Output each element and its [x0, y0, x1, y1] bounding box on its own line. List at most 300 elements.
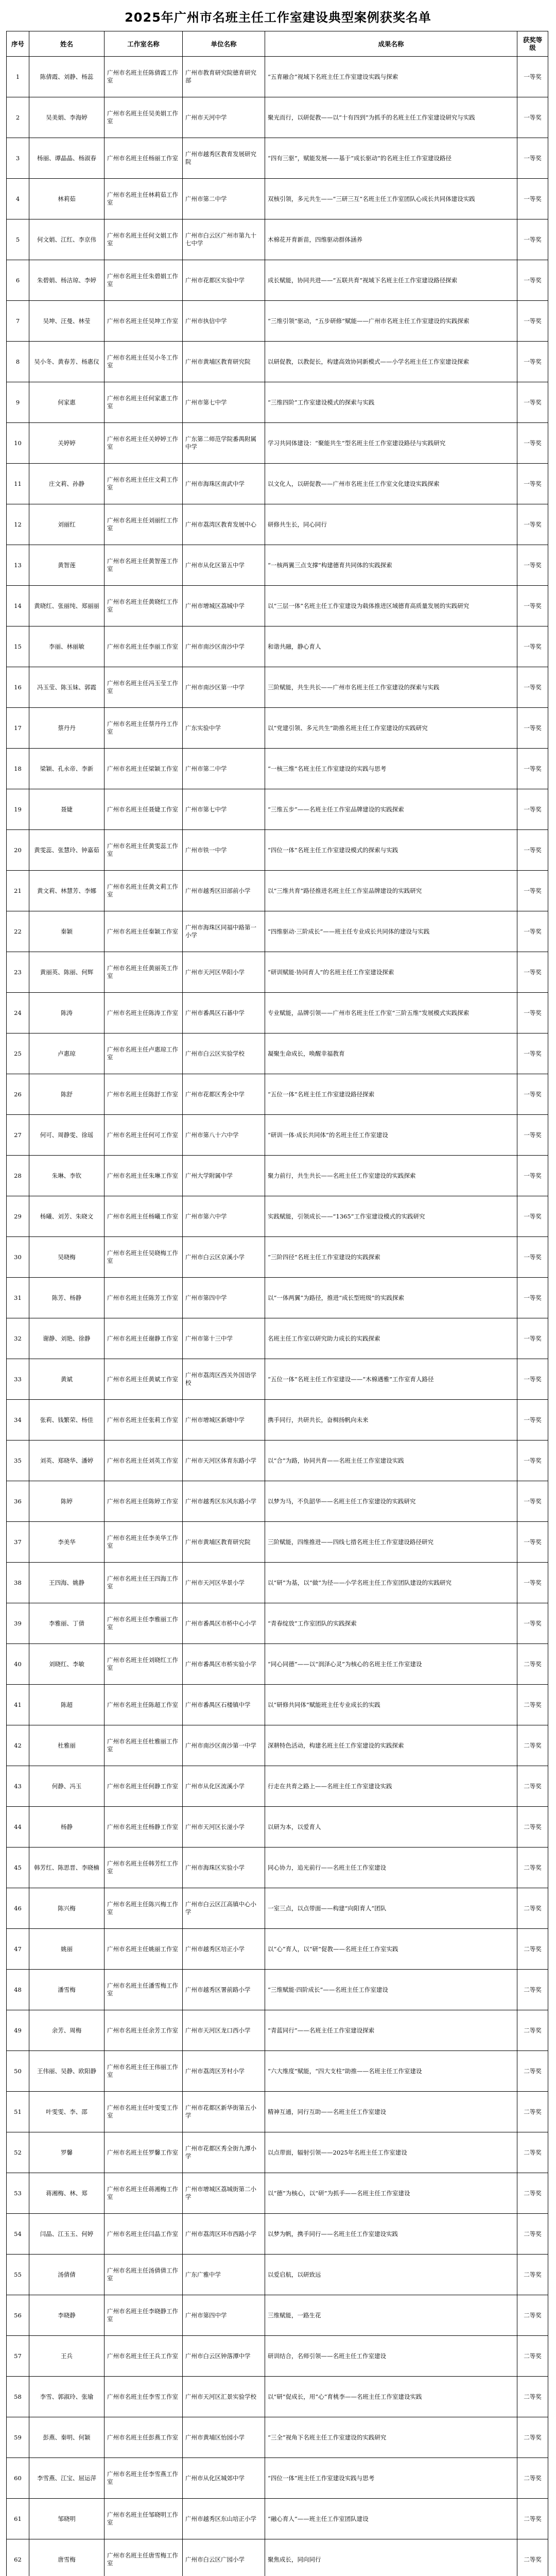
cell-index: 25 — [7, 1033, 29, 1074]
table-row — [7, 749, 548, 789]
cell-unit: 广州市从化区流溪小学 — [183, 1766, 265, 1807]
cell-name: 彭燕、秦明、何颖 — [29, 2417, 105, 2458]
cell-index: 55 — [7, 2255, 29, 2295]
cell-name: 杨静 — [29, 1807, 105, 1848]
table-row — [7, 219, 548, 260]
cell-index: 36 — [7, 1481, 29, 1522]
cell-case: 学习共同体建设：“聚能共生”型名班主任工作室建设路径与实践研究 — [265, 423, 517, 464]
cell-unit: 广州市海珠区南武中学 — [183, 464, 265, 504]
table-row — [7, 1888, 548, 1929]
cell-level: 二等奖 — [517, 2010, 548, 2051]
table-row — [7, 1522, 548, 1563]
table-row — [7, 179, 548, 219]
cell-case: 以研促教，以教促长，构建高效协同新模式——小学名班主任工作室建设探索 — [265, 342, 517, 382]
table-row — [7, 1400, 548, 1440]
cell-level: 二等奖 — [517, 2499, 548, 2539]
cell-level: 一等奖 — [517, 911, 548, 952]
cell-case: “四位一体”班主任工作室建设实践与思考 — [265, 2458, 517, 2499]
cell-unit: 广州市南沙区第一中学 — [183, 667, 265, 708]
cell-name: 余芳、周梅 — [29, 2010, 105, 2051]
cell-unit: 广州市黄埔区教育研究院 — [183, 342, 265, 382]
cell-index: 46 — [7, 1888, 29, 1929]
cell-name: 黄斌 — [29, 1359, 105, 1400]
table-row — [7, 57, 548, 97]
cell-index: 28 — [7, 1156, 29, 1196]
cell-unit: 广州市白云区京溪小学 — [183, 1237, 265, 1278]
cell-unit: 广州市天河区长湴小学 — [183, 1807, 265, 1848]
table-row — [7, 2377, 548, 2417]
cell-studio: 广州市名班主任吴晓梅工作室 — [105, 1237, 183, 1278]
cell-index: 7 — [7, 301, 29, 342]
table-row — [7, 1156, 548, 1196]
cell-unit: 广州市天河区汇景实验学校 — [183, 2377, 265, 2417]
cell-case: “青春绽放”工作室团队的实践探索 — [265, 1603, 517, 1644]
cell-unit: 广州市天河区华阳小学 — [183, 952, 265, 993]
cell-case: 以“德”为核心，以“研”为抓手——名班主任工作室建设 — [265, 2173, 517, 2214]
cell-level: 一等奖 — [517, 382, 548, 423]
cell-level: 一等奖 — [517, 1481, 548, 1522]
cell-case: 以“心”育人，以“研”促教——名班主任工作室实践 — [265, 1929, 517, 1970]
cell-name: 李雪燕、江宝、屈运萍 — [29, 2458, 105, 2499]
table-row — [7, 2010, 548, 2051]
cell-index: 3 — [7, 138, 29, 179]
cell-name: 吴坤、汪曼、林莹 — [29, 301, 105, 342]
table-row — [7, 504, 548, 545]
cell-index: 61 — [7, 2499, 29, 2539]
document-title: 2025年广州市名班主任工作室建设典型案例获奖名单 — [125, 10, 431, 25]
cell-case: “三阶四径”名班主任工作室建设的实践探索 — [265, 1237, 517, 1278]
table-row — [7, 1685, 548, 1725]
cell-case: 凝聚生命成长，唤醒幸福教育 — [265, 1033, 517, 1074]
cell-unit: 广州大学附属中学 — [183, 1156, 265, 1196]
cell-studio: 广州市名班主任刘晓红工作室 — [105, 1644, 183, 1685]
cell-studio: 广州市名班主任闫晶工作室 — [105, 2214, 183, 2255]
cell-index: 57 — [7, 2336, 29, 2377]
cell-name: 王四海、姚静 — [29, 1563, 105, 1603]
cell-name: 杨曦、刘芳、朱晓文 — [29, 1196, 105, 1237]
cell-studio: 广州市名班主任李雪燕工作室 — [105, 2458, 183, 2499]
cell-name: 何文娟、江红、李京伟 — [29, 219, 105, 260]
cell-unit: 广州市天河中学 — [183, 97, 265, 138]
cell-studio: 广州市名班主任杨丽工作室 — [105, 138, 183, 179]
table-row — [7, 1481, 548, 1522]
cell-level: 二等奖 — [517, 2132, 548, 2173]
cell-case: 三阶赋能，四维推进——四线七措名班主任工作室建设路径研究 — [265, 1522, 517, 1563]
cell-level: 一等奖 — [517, 423, 548, 464]
cell-level: 一等奖 — [517, 1278, 548, 1318]
table-row — [7, 1929, 548, 1970]
cell-studio: 广州市名班主任蔡丹丹工作室 — [105, 708, 183, 749]
cell-case: “研训赋能·协同育人”的名班主任工作室建设探索 — [265, 952, 517, 993]
cell-unit: 广州市天河区体育东路小学 — [183, 1440, 265, 1481]
cell-index: 27 — [7, 1115, 29, 1156]
cell-studio: 广州市名班主任蒋湘梅工作室 — [105, 2173, 183, 2214]
cell-unit: 广州市白云区广州市第九十七中学 — [183, 219, 265, 260]
cell-level: 一等奖 — [517, 626, 548, 667]
table-row — [7, 830, 548, 871]
cell-index: 45 — [7, 1848, 29, 1888]
table-row — [7, 789, 548, 830]
cell-unit: 广州市第四中学 — [183, 2295, 265, 2336]
cell-name: 何静、冯玉 — [29, 1766, 105, 1807]
cell-name: 陈兴梅 — [29, 1888, 105, 1929]
cell-index: 16 — [7, 667, 29, 708]
cell-name: 刘晓红、李敏 — [29, 1644, 105, 1685]
cell-level: 二等奖 — [517, 2336, 548, 2377]
cell-studio: 广州市名班主任朱琳工作室 — [105, 1156, 183, 1196]
cell-studio: 广州市名班主任叶雯雯工作室 — [105, 2092, 183, 2132]
cell-case: 成长赋能，协同共进——“五联共育”视域下名班主任工作室建设路径探索 — [265, 260, 517, 301]
table-row — [7, 667, 548, 708]
cell-unit: 广州市番禺区市桥实验小学 — [183, 1644, 265, 1685]
cell-level: 一等奖 — [517, 1196, 548, 1237]
cell-name: 唐雪梅 — [29, 2539, 105, 2576]
table-row — [7, 138, 548, 179]
cell-case: 名班主任工作室以研究助力成长的实践探索 — [265, 1318, 517, 1359]
cell-studio: 广州市名班主任陈舒工作室 — [105, 1074, 183, 1115]
cell-level: 二等奖 — [517, 2377, 548, 2417]
header-studio: 工作室名称 — [105, 31, 183, 57]
cell-index: 1 — [7, 57, 29, 97]
table-row — [7, 1970, 548, 2010]
cell-studio: 广州市名班主任王伟丽工作室 — [105, 2051, 183, 2092]
cell-index: 60 — [7, 2458, 29, 2499]
cell-unit: 广州市越秀区东风东路小学 — [183, 1481, 265, 1522]
cell-index: 52 — [7, 2132, 29, 2173]
cell-level: 二等奖 — [517, 2417, 548, 2458]
cell-name: 关婷婷 — [29, 423, 105, 464]
cell-studio: 广州市名班主任王兵工作室 — [105, 2336, 183, 2377]
cell-index: 49 — [7, 2010, 29, 2051]
cell-name: 朱碧娟、杨洁琼、李婷 — [29, 260, 105, 301]
cell-case: 聚焦成长，同向同行 — [265, 2539, 517, 2576]
cell-level: 一等奖 — [517, 301, 548, 342]
cell-case: 同心协力，追光前行——名班主任工作室建设 — [265, 1848, 517, 1888]
table-row — [7, 382, 548, 423]
cell-studio: 广州市名班主任杨静工作室 — [105, 1807, 183, 1848]
cell-unit: 广州市越秀区教育发展研究院 — [183, 138, 265, 179]
cell-index: 17 — [7, 708, 29, 749]
cell-index: 44 — [7, 1807, 29, 1848]
cell-studio: 广州市名班主任李美华工作室 — [105, 1522, 183, 1563]
cell-studio: 广州市名班主任黄智莲工作室 — [105, 545, 183, 586]
cell-unit: 广东第二师范学院番禺附属中学 — [183, 423, 265, 464]
cell-index: 20 — [7, 830, 29, 871]
cell-index: 30 — [7, 1237, 29, 1278]
cell-case: 以爱启航，以研致远 — [265, 2255, 517, 2295]
cell-studio: 广州市名班主任陈婷工作室 — [105, 1481, 183, 1522]
cell-studio: 广州市名班主任杜雅丽工作室 — [105, 1725, 183, 1766]
cell-index: 9 — [7, 382, 29, 423]
cell-studio: 广州市名班主任吴坤工作室 — [105, 301, 183, 342]
cell-index: 12 — [7, 504, 29, 545]
table-row — [7, 2336, 548, 2377]
cell-name: 李丽、林丽敏 — [29, 626, 105, 667]
table-row — [7, 2539, 548, 2576]
cell-case: 以“研”为基，以“做”为径——小学名班主任工作室团队建设的实践研究 — [265, 1563, 517, 1603]
table-row — [7, 2132, 548, 2173]
cell-level: 一等奖 — [517, 57, 548, 97]
cell-level: 一等奖 — [517, 871, 548, 911]
cell-level: 一等奖 — [517, 545, 548, 586]
cell-level: 一等奖 — [517, 586, 548, 626]
cell-unit: 广东实验中学 — [183, 708, 265, 749]
cell-studio: 广州市名班主任彭燕工作室 — [105, 2417, 183, 2458]
cell-index: 10 — [7, 423, 29, 464]
table-row — [7, 1115, 548, 1156]
table-row — [7, 911, 548, 952]
cell-case: “同心同德”——以“润泽心灵”为核心的名班主任工作室建设 — [265, 1644, 517, 1685]
cell-case: “一核三维”名班主任工作室建设的实践与思考 — [265, 749, 517, 789]
table-row — [7, 2458, 548, 2499]
cell-index: 14 — [7, 586, 29, 626]
cell-studio: 广州市名班主任何静工作室 — [105, 1766, 183, 1807]
cell-level: 一等奖 — [517, 1237, 548, 1278]
cell-studio: 广州市名班主任林莉茹工作室 — [105, 179, 183, 219]
table-row — [7, 1237, 548, 1278]
cell-index: 26 — [7, 1074, 29, 1115]
cell-case: “青蓝同行”——名班主任工作室建设探索 — [265, 2010, 517, 2051]
cell-case: 以“一体两翼”为路径，推进“成长型班级”的实践探索 — [265, 1278, 517, 1318]
cell-case: 深耕特色活动，构建名班主任工作室建设的实践探索 — [265, 1725, 517, 1766]
cell-case: 行走在共育之路上——名班主任工作室建设实践 — [265, 1766, 517, 1807]
cell-level: 一等奖 — [517, 993, 548, 1033]
cell-case: “三维引领”驱动，“五步研修”赋能——广州市名班主任工作室建设的实践探索 — [265, 301, 517, 342]
cell-name: 陈芳、杨静 — [29, 1278, 105, 1318]
cell-level: 一等奖 — [517, 1318, 548, 1359]
cell-level: 一等奖 — [517, 1074, 548, 1115]
cell-level: 二等奖 — [517, 2214, 548, 2255]
cell-index: 21 — [7, 871, 29, 911]
cell-index: 29 — [7, 1196, 29, 1237]
table-row — [7, 1196, 548, 1237]
cell-name: 黄智莲 — [29, 545, 105, 586]
cell-level: 一等奖 — [517, 342, 548, 382]
cell-index: 48 — [7, 1970, 29, 2010]
cell-level: 一等奖 — [517, 1359, 548, 1400]
cell-name: 杨丽、谭晶晶、杨淑春 — [29, 138, 105, 179]
cell-unit: 广州市花都区秀全街九潭小学 — [183, 2132, 265, 2173]
cell-name: 叶雯雯、李、邵 — [29, 2092, 105, 2132]
table-row — [7, 2499, 548, 2539]
cell-index: 33 — [7, 1359, 29, 1400]
cell-level: 一等奖 — [517, 1156, 548, 1196]
cell-case: “四有三驱”，赋能发展——基于“成长驱动”的名班主任工作室建设路径 — [265, 138, 517, 179]
cell-level: 二等奖 — [517, 2173, 548, 2214]
cell-unit: 广州市黄埔区怡园小学 — [183, 2417, 265, 2458]
cell-index: 24 — [7, 993, 29, 1033]
cell-studio: 广州市名班主任杨曦工作室 — [105, 1196, 183, 1237]
cell-case: 三阶赋能，共生共长——广州市名班主任工作室建设的探索与实践 — [265, 667, 517, 708]
cell-level: 一等奖 — [517, 1440, 548, 1481]
cell-studio: 广州市名班主任唐雪梅工作室 — [105, 2539, 183, 2576]
cell-level: 一等奖 — [517, 1033, 548, 1074]
cell-name: 朱琳、李钦 — [29, 1156, 105, 1196]
table-row — [7, 301, 548, 342]
cell-name: 汤倩倩 — [29, 2255, 105, 2295]
cell-case: 以“三层一体”名班主任工作室建设为载体推进区域德育高质量发展的实践研究 — [265, 586, 517, 626]
cell-studio: 广州市名班主任吴美娟工作室 — [105, 97, 183, 138]
cell-case: “六大维度”赋能，“四大支柱”助推——名班主任工作室建设 — [265, 2051, 517, 2092]
cell-level: 一等奖 — [517, 667, 548, 708]
cell-name: 卢惠琼 — [29, 1033, 105, 1074]
cell-level: 二等奖 — [517, 2092, 548, 2132]
cell-level: 一等奖 — [517, 789, 548, 830]
cell-index: 19 — [7, 789, 29, 830]
cell-index: 42 — [7, 1725, 29, 1766]
cell-index: 13 — [7, 545, 29, 586]
cell-name: 梁颖、孔永帝、李新 — [29, 749, 105, 789]
cell-level: 一等奖 — [517, 138, 548, 179]
cell-name: 黄雯蕊、张慧玲、钟嘉茹 — [29, 830, 105, 871]
table-row — [7, 2295, 548, 2336]
cell-index: 4 — [7, 179, 29, 219]
award-list-table — [6, 31, 548, 2576]
cell-unit: 广州市花都区实验中学 — [183, 260, 265, 301]
cell-case: 双核引领，多元共生——“三研三互”名班主任工作室团队心成长共同体建设实践 — [265, 179, 517, 219]
cell-name: 吴晓梅 — [29, 1237, 105, 1278]
cell-level: 二等奖 — [517, 1807, 548, 1848]
cell-level: 二等奖 — [517, 1644, 548, 1685]
cell-unit: 广州市荔湾区教育发展中心 — [183, 504, 265, 545]
cell-name: 刘丽红 — [29, 504, 105, 545]
cell-level: 二等奖 — [517, 1725, 548, 1766]
cell-name: 李晓静 — [29, 2295, 105, 2336]
cell-case: 研修共生长，同心同行 — [265, 504, 517, 545]
cell-unit: 广州市越秀区培正小学 — [183, 1929, 265, 1970]
cell-case: 以“研修共同体”赋能班主任专业成长的实践 — [265, 1685, 517, 1725]
cell-name: 陈超 — [29, 1685, 105, 1725]
cell-unit: 广州市花都区秀全中学 — [183, 1074, 265, 1115]
cell-name: 陈舒 — [29, 1074, 105, 1115]
table-row — [7, 586, 548, 626]
cell-case: 木棉花开育新苗，四维驱动群体涵养 — [265, 219, 517, 260]
cell-case: “四维驱动·三阶成长”——班主任专业成长共同体的建设与实践 — [265, 911, 517, 952]
cell-unit: 广州市铁一中学 — [183, 830, 265, 871]
cell-level: 二等奖 — [517, 1685, 548, 1725]
table-row — [7, 545, 548, 586]
cell-index: 34 — [7, 1400, 29, 1440]
cell-unit: 广东广雅中学 — [183, 2255, 265, 2295]
cell-level: 一等奖 — [517, 708, 548, 749]
cell-studio: 广州市名班主任黄晓红工作室 — [105, 586, 183, 626]
cell-index: 59 — [7, 2417, 29, 2458]
cell-index: 58 — [7, 2377, 29, 2417]
cell-level: 一等奖 — [517, 952, 548, 993]
cell-index: 11 — [7, 464, 29, 504]
cell-name: 黄晓红、张丽纯、郑丽丽 — [29, 586, 105, 626]
cell-unit: 广州市南沙区南沙中学 — [183, 626, 265, 667]
table-row — [7, 1766, 548, 1807]
cell-level: 一等奖 — [517, 749, 548, 789]
cell-name: 何可、周静雯、徐瑶 — [29, 1115, 105, 1156]
cell-case: 和谐共融，静心育人 — [265, 626, 517, 667]
cell-index: 5 — [7, 219, 29, 260]
cell-unit: 广州市第八十六中学 — [183, 1115, 265, 1156]
cell-name: 刘英、郑晓华、潘婷 — [29, 1440, 105, 1481]
cell-index: 39 — [7, 1603, 29, 1644]
cell-name: 黄文莉、林慧芳、李娜 — [29, 871, 105, 911]
cell-case: 以“合”为路，协同共育——名班主任工作室建设实践 — [265, 1440, 517, 1481]
cell-unit: 广州市番禺区石楼镇中学 — [183, 1685, 265, 1725]
cell-level: 一等奖 — [517, 1115, 548, 1156]
table-row — [7, 952, 548, 993]
cell-index: 62 — [7, 2539, 29, 2576]
cell-case: 实践赋能，引领成长——“1365”工作室建设模式的实践研究 — [265, 1196, 517, 1237]
cell-index: 53 — [7, 2173, 29, 2214]
cell-name: 秦颖 — [29, 911, 105, 952]
cell-index: 43 — [7, 1766, 29, 1807]
cell-studio: 广州市名班主任李雅丽工作室 — [105, 1603, 183, 1644]
header-level: 获奖等级 — [517, 31, 548, 57]
cell-unit: 广州市越秀区旧部前小学 — [183, 871, 265, 911]
cell-studio: 广州市名班主任谢静工作室 — [105, 1318, 183, 1359]
cell-index: 54 — [7, 2214, 29, 2255]
cell-unit: 广州市黄埔区教育研究院 — [183, 1522, 265, 1563]
cell-case: “三全”视角下名班主任工作室建设的实践研究 — [265, 2417, 517, 2458]
cell-unit: 广州市越秀区署前路小学 — [183, 1970, 265, 2010]
cell-unit: 广州市天河区华景小学 — [183, 1563, 265, 1603]
cell-studio: 广州市名班主任黄文莉工作室 — [105, 871, 183, 911]
cell-unit: 广州市荔湾区芳村小学 — [183, 2051, 265, 2092]
cell-case: 以“研”促成长，用“心”育桃李——名班主任工作室建设实践 — [265, 2377, 517, 2417]
table-row — [7, 2051, 548, 2092]
cell-case: “三维四阶”工作室建设模式的探索与实践 — [265, 382, 517, 423]
cell-level: 一等奖 — [517, 179, 548, 219]
cell-unit: 广州市增城区荔城街第二小学 — [183, 2173, 265, 2214]
cell-unit: 广州市荔湾区西关外国语学校 — [183, 1359, 265, 1400]
cell-studio: 广州市名班主任李晓静工作室 — [105, 2295, 183, 2336]
cell-level: 二等奖 — [517, 2539, 548, 2576]
cell-studio: 广州市名班主任聂婕工作室 — [105, 789, 183, 830]
cell-name: 陈倩霞、刘静、杨蕊 — [29, 57, 105, 97]
cell-level: 二等奖 — [517, 1970, 548, 2010]
cell-name: 黄丽英、陈丽、何辉 — [29, 952, 105, 993]
cell-studio: 广州市名班主任梁颖工作室 — [105, 749, 183, 789]
cell-studio: 广州市名班主任张莉工作室 — [105, 1400, 183, 1440]
cell-name: 李雪、郭淑玲、张瑜 — [29, 2377, 105, 2417]
cell-case: 以点带面，辐射引领——2025年名班主任工作室建设 — [265, 2132, 517, 2173]
table-row — [7, 2417, 548, 2458]
table-row — [7, 993, 548, 1033]
cell-name: 韩芳红、陈思晋、李晓楠 — [29, 1848, 105, 1888]
cell-name: 邹晓明 — [29, 2499, 105, 2539]
cell-name: 陈婷 — [29, 1481, 105, 1522]
cell-index: 8 — [7, 342, 29, 382]
cell-studio: 广州市名班主任罗馨工作室 — [105, 2132, 183, 2173]
cell-level: 二等奖 — [517, 2295, 548, 2336]
cell-index: 37 — [7, 1522, 29, 1563]
cell-name: 庄文莉、孙静 — [29, 464, 105, 504]
header-name: 姓名 — [29, 31, 105, 57]
cell-unit: 广州市白云区江高镇中心小学 — [183, 1888, 265, 1929]
cell-level: 一等奖 — [517, 504, 548, 545]
cell-level: 二等奖 — [517, 1929, 548, 1970]
cell-studio: 广州市名班主任陈倩霞工作室 — [105, 57, 183, 97]
cell-name: 吴小冬、黄春芳、杨惠仪 — [29, 342, 105, 382]
cell-unit: 广州市花都区新华街第五小学 — [183, 2092, 265, 2132]
cell-studio: 广州市名班主任刘英工作室 — [105, 1440, 183, 1481]
table-row — [7, 2092, 548, 2132]
table-row — [7, 97, 548, 138]
table-row — [7, 1033, 548, 1074]
table-row — [7, 1563, 548, 1603]
cell-studio: 广州市名班主任秦颖工作室 — [105, 911, 183, 952]
cell-unit: 广州市海珠区同福中路第一小学 — [183, 911, 265, 952]
cell-studio: 广州市名班主任邹晓明工作室 — [105, 2499, 183, 2539]
cell-index: 6 — [7, 260, 29, 301]
cell-studio: 广州市名班主任关婷婷工作室 — [105, 423, 183, 464]
